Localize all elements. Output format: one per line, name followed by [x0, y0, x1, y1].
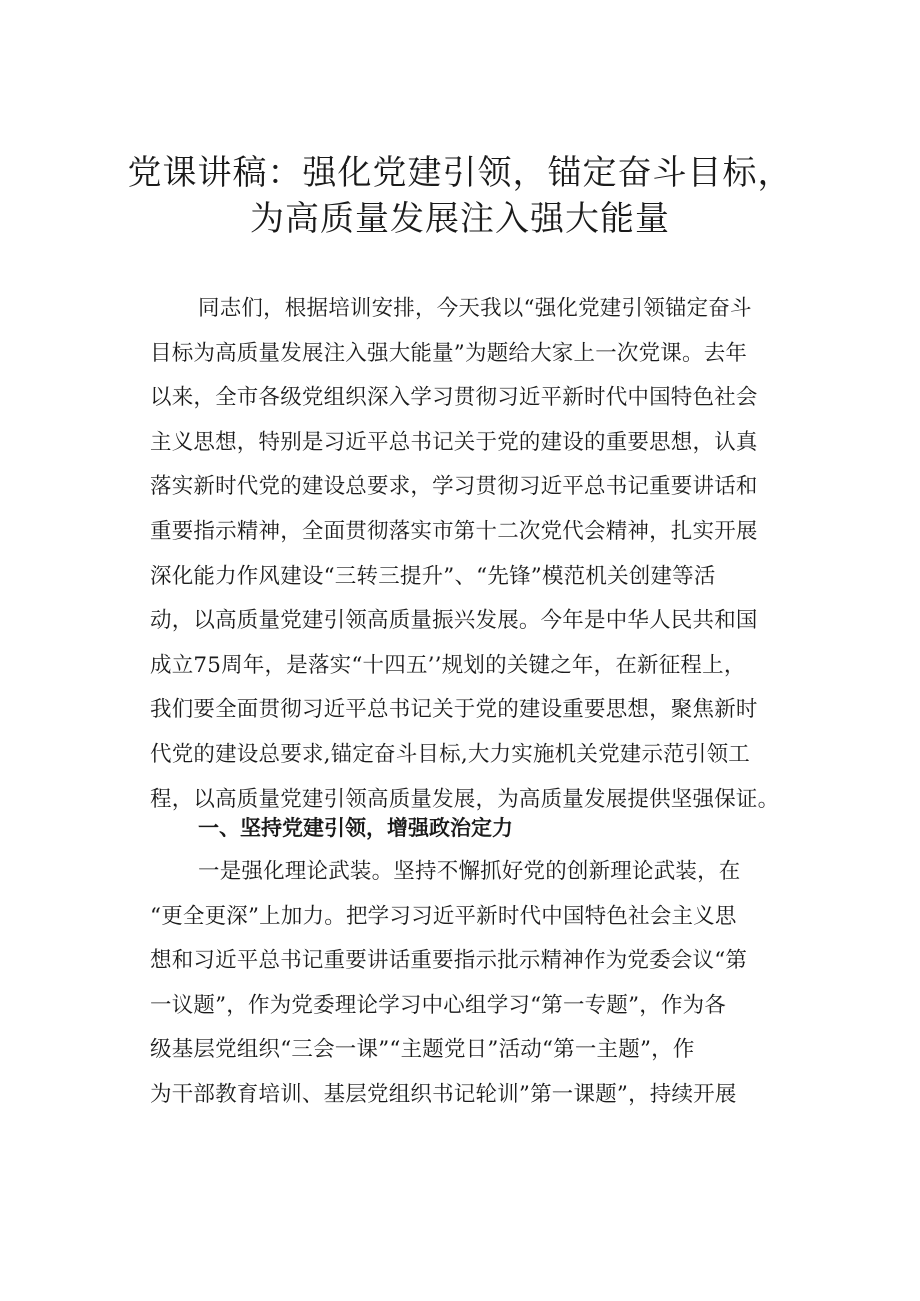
- document-title: [100, 150, 820, 242]
- paragraph-line: 同志们，根据培训安排，今天我以“强化党建引领锚定奋斗: [198, 296, 752, 321]
- intro-paragraph: [150, 287, 810, 822]
- paragraph-line: 深化能力作风建设“三转三提升”、“先锋”模范机关创建等活: [150, 563, 716, 589]
- section-paragraph: [150, 850, 810, 1118]
- paragraph-line: 主义思想，特别是习近平总书记关于党的建设的重要思想，认真: [150, 429, 758, 455]
- paragraph-line: 落实新时代党的建设总要求，学习贯彻习近平总书记重要讲话和: [150, 474, 758, 500]
- paragraph-line: 成立75周年，是落实“十四五’’规划的关键之年，在新征程上，: [150, 652, 746, 678]
- paragraph-line: “更全更深”上加力。把学习习近平新时代中国特色社会主义思: [150, 903, 737, 929]
- title-line-1: 党课讲稿：强化党建引领，锚定奋斗目标，: [127, 153, 793, 193]
- paragraph-line: 重要指示精神，全面贯彻落实市第十二次党代会精神，扎实开展: [150, 518, 758, 544]
- paragraph-line: 代党的建设总要求,锚定奋斗目标,大力实施机关党建示范引领工: [150, 741, 750, 767]
- paragraph-line: 动，以高质量党建引领高质量振兴发展。今年是中华人民共和国: [150, 608, 758, 634]
- paragraph-line: 一是强化理论武装。坚持不懈抓好党的创新理论武装，在: [198, 859, 741, 884]
- paragraph-line: 以来，全市各级党组织深入学习贯彻习近平新时代中国特色社会: [150, 385, 758, 411]
- title-line-2: 为高质量发展注入强大能量: [250, 199, 670, 239]
- paragraph-line: 一议题”，作为党委理论学习中心组学习“第一专题”，作为各: [150, 992, 727, 1018]
- paragraph-line: 想和习近平总书记重要讲话重要指示批示精神作为党委会议“第: [150, 948, 748, 974]
- paragraph-line: 目标为高质量发展注入强大能量”为题给大家上一次党课。去年: [150, 340, 748, 366]
- paragraph-line: 程，以高质量党建引领高质量发展，为高质量发展提供坚强保证。: [150, 786, 780, 812]
- paragraph-line: 我们要全面贯彻习近平总书记关于党的建设重要思想，聚焦新时: [150, 697, 758, 723]
- section-heading: 一、坚持党建引领，增强政治定力: [198, 816, 513, 840]
- paragraph-line: 级基层党组织“三会一课”“主题党日”活动“第一主题”，作: [150, 1037, 695, 1063]
- paragraph-line: 为干部教育培训、基层党组织书记轮训”第一课题”，持续开展: [150, 1081, 737, 1107]
